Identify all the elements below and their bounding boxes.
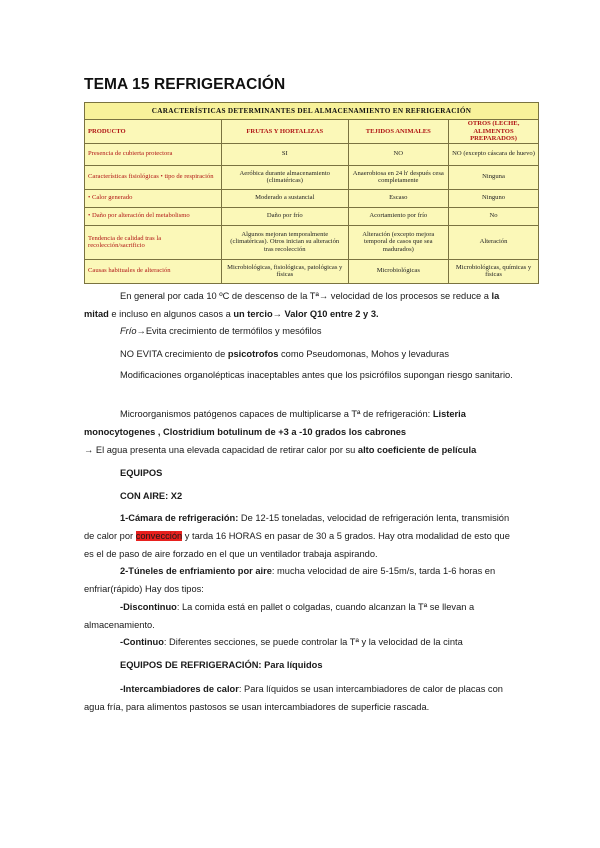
header-otros: OTROS (LECHE, ALIMENTOS PREPARADOS) xyxy=(449,120,539,144)
table-cell: Microbiológicas, fisiológicas, patológicas y físicas xyxy=(222,259,349,283)
page-title: TEMA 15 REFRIGERACIÓN xyxy=(84,76,286,93)
table-caption-row xyxy=(85,103,539,120)
table-cell: Anaerobiosa en 24 h' después cesa completamente xyxy=(348,165,449,189)
text: como Pseudomonas, Mohos y levaduras xyxy=(278,349,449,359)
highlighted-text: convección xyxy=(135,531,183,541)
table-cell: Escaso xyxy=(348,189,449,207)
table-cell: Aeróbica durante almacenamiento (climatéricas) xyxy=(222,165,349,189)
bold-text: -Continuo xyxy=(120,637,164,647)
text: → xyxy=(272,309,285,319)
row-label: Características fisiológicas • tipo de respiración xyxy=(85,165,222,189)
bold-text: 2-Túneles de enfriamiento por aire xyxy=(120,566,272,576)
table-cell: Microbiológicas, químicas y físicas xyxy=(449,259,539,283)
table-row xyxy=(85,225,539,259)
italic-text: Frío xyxy=(120,326,137,336)
text: crecimiento de xyxy=(162,349,228,359)
text: : Diferentes secciones, se puede controlar la Tª y la velocidad de la cinta xyxy=(163,637,463,647)
table-cell: NO xyxy=(348,143,449,165)
table-cell: Acortamiento por frío xyxy=(348,207,449,225)
paragraph-organolepticas: Modificaciones organolépticas inaceptables antes que los psicrófilos supongan riesgo sanitario. xyxy=(120,370,513,380)
table-row xyxy=(85,189,539,207)
bold-text: Valor Q10 entre 2 y 3. xyxy=(284,309,379,319)
row-label: Tendencia de calidad tras la recolección/sacrificio xyxy=(85,225,222,259)
table-cell: NO (excepto cáscara de huevo) xyxy=(449,143,539,165)
bold-text: alto coeficiente de película xyxy=(357,445,477,455)
bold-text: un tercio xyxy=(233,309,273,319)
table-row xyxy=(85,143,539,165)
bold-text: Listeria monocytogenes , Clostridium botulinum de +3 a -10 grados los cabrones xyxy=(84,409,466,437)
table-row xyxy=(85,165,539,189)
paragraph-no-evita xyxy=(84,345,556,363)
text: crecimiento de termófilos y mesófilos xyxy=(166,326,322,336)
table-row xyxy=(85,259,539,283)
bold-text: 1-Cámara de refrigeración: xyxy=(120,513,239,523)
row-label: • Calor generado xyxy=(85,189,222,207)
text: e incluso en algunos casos a xyxy=(108,309,234,319)
table-cell: SI xyxy=(222,143,349,165)
paragraph-tuneles xyxy=(84,562,520,598)
bold-text: -Intercambiadores de calor xyxy=(120,684,239,694)
bold-text: EQUIPOS DE REFRIGERACIÓN: Para líquidos xyxy=(120,660,323,670)
heading-equipos-refrigeracion xyxy=(84,656,556,674)
table-cell: Moderado a sustancial xyxy=(222,189,349,207)
text: NO EVITA xyxy=(120,349,163,359)
bold-text: EQUIPOS xyxy=(120,468,163,478)
text: De 12-15 toneladas, velocidad de refrigeración lenta, transmisión de calor por xyxy=(84,513,510,541)
paragraph-camara xyxy=(84,509,520,563)
text: : Para líquidos se usan intercambiadores de calor de placas con agua fría, para alimentos pastosos se usan intercambiadores de superficie rascada. xyxy=(84,684,503,712)
table-cell: Ninguno xyxy=(449,189,539,207)
paragraph-discontinuo xyxy=(84,598,520,634)
text: : La comida está en pallet o colgadas, cuando alcanzan la Tª se llevan a almacenamiento. xyxy=(84,602,475,630)
row-label: Causas habituales de alteración xyxy=(85,259,222,283)
table-cell: No xyxy=(449,207,539,225)
heading-con-aire xyxy=(84,487,556,505)
text: y tarda 16 HORAS en pasar de 30 a 5 grados. Hay otra modalidad de esto que es el de paso de aire forzado en el que un ventilador trabaja aspirando. xyxy=(84,531,510,559)
text: → El agua presenta una elevada capacidad de retirar calor por su xyxy=(84,445,358,455)
text: : mucha velocidad de aire 5-15m/s, tarda 1-6 horas en enfriar(rápido) Hay dos tipos: xyxy=(84,566,496,594)
heading-equipos xyxy=(84,464,556,482)
header-frutas: FRUTAS Y HORTALIZAS xyxy=(222,120,349,144)
table-row xyxy=(85,207,539,225)
row-label: Presencia de cubierta protectora xyxy=(85,143,222,165)
text: En general por cada 10 ºC de descenso de la Tª→ velocidad de los procesos se reduce a xyxy=(120,291,492,301)
bold-text: CON AIRE: X2 xyxy=(120,491,183,501)
bold-text: psicotrofos xyxy=(227,349,279,359)
paragraph-frio xyxy=(84,322,556,340)
bold-text: la mitad xyxy=(84,291,500,319)
paragraph-agua xyxy=(84,441,520,459)
text: Microorganismos patógenos capaces de multiplicarse a Tª de refrigeración: xyxy=(120,409,433,419)
paragraph-patogenos xyxy=(84,405,520,441)
bold-text: -Discontinuo xyxy=(120,602,177,612)
table-cell: Alteración xyxy=(449,225,539,259)
table-cell: Microbiológicas xyxy=(348,259,449,283)
paragraph-continuo xyxy=(84,633,556,651)
table-header-row xyxy=(85,120,539,144)
header-producto: PRODUCTO xyxy=(85,120,222,144)
table-cell: Alteración (excepto mejora temporal de casos que sea madurados) xyxy=(348,225,449,259)
row-label: • Daño por alteración del metabolismo xyxy=(85,207,222,225)
storage-characteristics-table xyxy=(84,102,539,284)
table-cell: Algunos mejoran temporalmente (climatéricas). Otros inician su alteración tras recolección xyxy=(222,225,349,259)
table-cell: Ninguna xyxy=(449,165,539,189)
table-caption: CARACTERÍSTICAS DETERMINANTES DEL ALMACENAMIENTO EN REFRIGERACIÓN xyxy=(85,103,539,120)
table-cell: Daño por frío xyxy=(222,207,349,225)
paragraph-intercambiadores xyxy=(84,680,520,716)
text: →Evita xyxy=(136,326,167,336)
paragraph-q10 xyxy=(84,287,520,323)
header-tejidos: TEJIDOS ANIMALES xyxy=(348,120,449,144)
